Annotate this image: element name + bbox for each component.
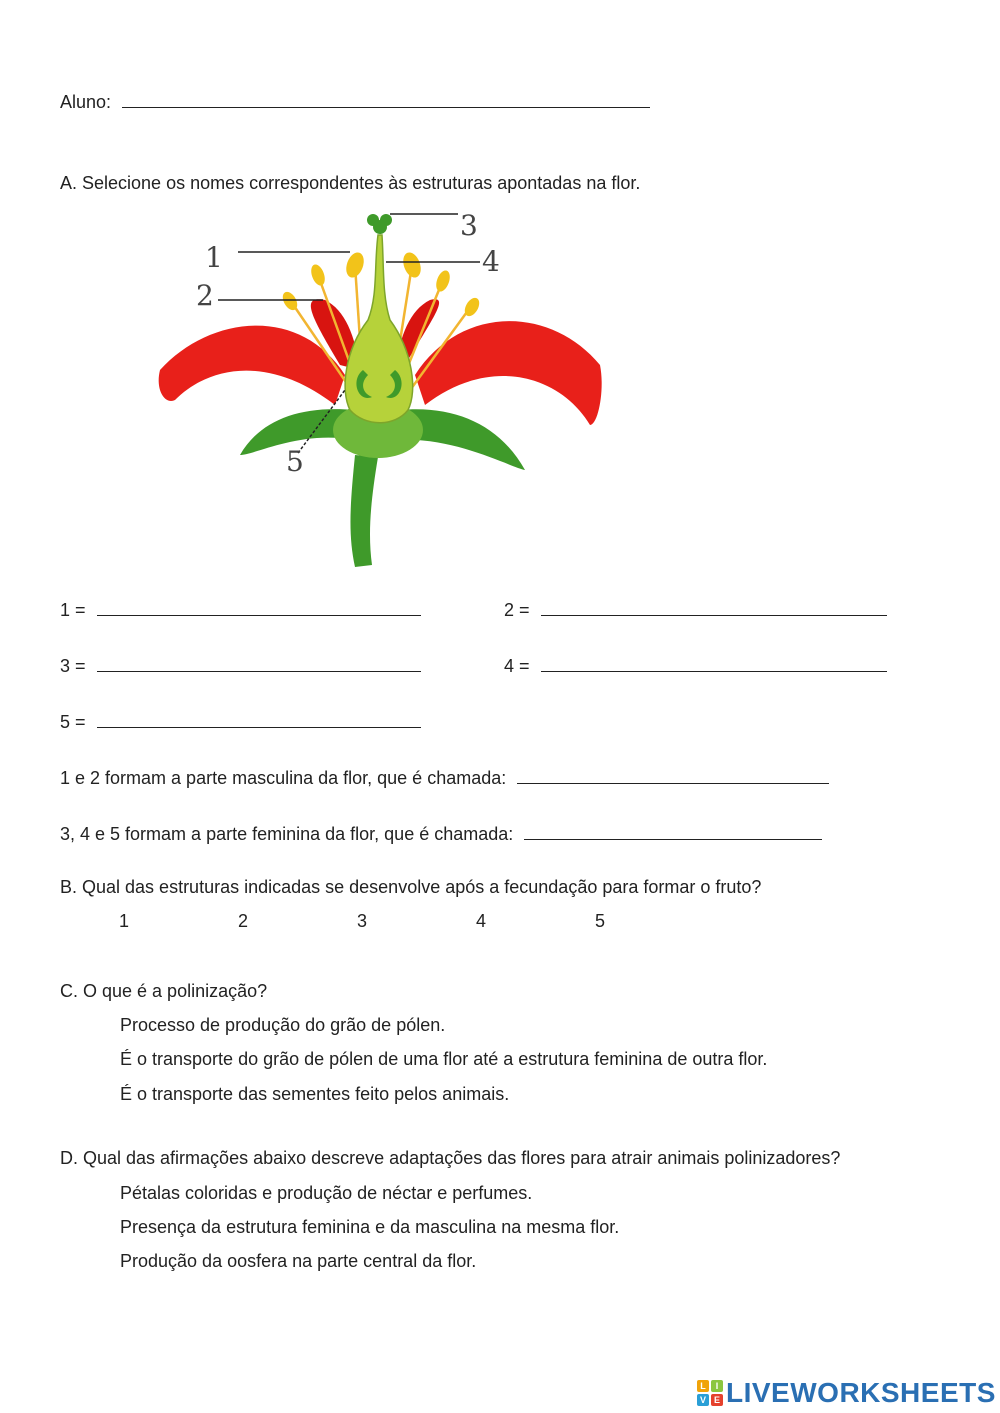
option-b-2[interactable]: 2 — [238, 911, 249, 931]
option-b-5[interactable]: 5 — [595, 911, 606, 931]
option-d-3[interactable]: Produção da oosfera na parte central da flor. — [120, 1251, 477, 1271]
answer-input-2[interactable] — [541, 597, 887, 616]
option-d-1[interactable]: Pétalas coloridas e produção de néctar e perfumes. — [120, 1183, 533, 1203]
section-b-question: B. Qual das estruturas indicadas se desenvolve após a fecundação para formar o fruto? — [60, 877, 762, 897]
answer-row-2 — [504, 597, 887, 621]
option-c-1[interactable]: Processo de produção do grão de pólen. — [120, 1015, 446, 1035]
petal-right — [415, 321, 602, 425]
male-part-question: 1 e 2 formam a parte masculina da flor, que é chamada: — [60, 768, 507, 788]
stigma — [373, 220, 387, 234]
answer-label-2: 2 = — [504, 600, 530, 620]
answer-input-5[interactable] — [97, 709, 421, 728]
answer-row-3 — [60, 653, 421, 677]
stem — [350, 455, 378, 567]
option-b-3[interactable]: 3 — [357, 911, 368, 931]
answer-row-5 — [60, 709, 421, 733]
diagram-label-1: 1 — [205, 241, 223, 274]
brand-name: LIVEWORKSHEETS — [726, 1377, 996, 1408]
female-part-question: 3, 4 e 5 formam a parte feminina da flor, que é chamada: — [60, 824, 514, 844]
diagram-label-3: 3 — [460, 209, 478, 242]
option-c-3[interactable]: É o transporte das sementes feito pelos animais. — [120, 1084, 510, 1104]
answer-label-5: 5 = — [60, 712, 86, 732]
student-name-row — [60, 89, 650, 113]
liveworksheets-logo — [697, 1376, 996, 1410]
section-a-instruction: A. Selecione os nomes correspondentes às estruturas apontadas na flor. — [60, 173, 641, 193]
option-d-2[interactable]: Presença da estrutura feminina e da masculina na mesma flor. — [120, 1217, 620, 1237]
answer-label-1: 1 = — [60, 600, 86, 620]
option-b-4[interactable]: 4 — [476, 911, 487, 931]
diagram-label-2: 2 — [196, 279, 214, 312]
answer-row-1 — [60, 597, 421, 621]
logo-icon: L I V E — [697, 1380, 723, 1406]
answer-row-4 — [504, 653, 887, 677]
female-part-input[interactable] — [524, 821, 822, 840]
answer-input-3[interactable] — [97, 653, 421, 672]
student-name-input[interactable] — [122, 89, 650, 108]
answer-label-4: 4 = — [504, 656, 530, 676]
student-label: Aluno: — [60, 92, 112, 112]
answer-label-3: 3 = — [60, 656, 86, 676]
option-b-1[interactable]: 1 — [119, 911, 130, 931]
flower-diagram — [150, 205, 610, 575]
answer-input-4[interactable] — [541, 653, 887, 672]
diagram-label-5: 5 — [286, 445, 304, 478]
diagram-label-4: 4 — [482, 245, 500, 278]
section-c-question: C. O que é a polinização? — [60, 981, 268, 1001]
option-c-2[interactable]: É o transporte do grão de pólen de uma flor até a estrutura feminina de outra flor. — [120, 1049, 768, 1069]
section-d-question: D. Qual das afirmações abaixo descreve adaptações das flores para atrair animais polinizadores? — [60, 1148, 841, 1168]
male-part-input[interactable] — [517, 765, 829, 784]
male-part-row — [60, 765, 829, 789]
answer-input-1[interactable] — [97, 597, 421, 616]
female-part-row — [60, 821, 822, 845]
